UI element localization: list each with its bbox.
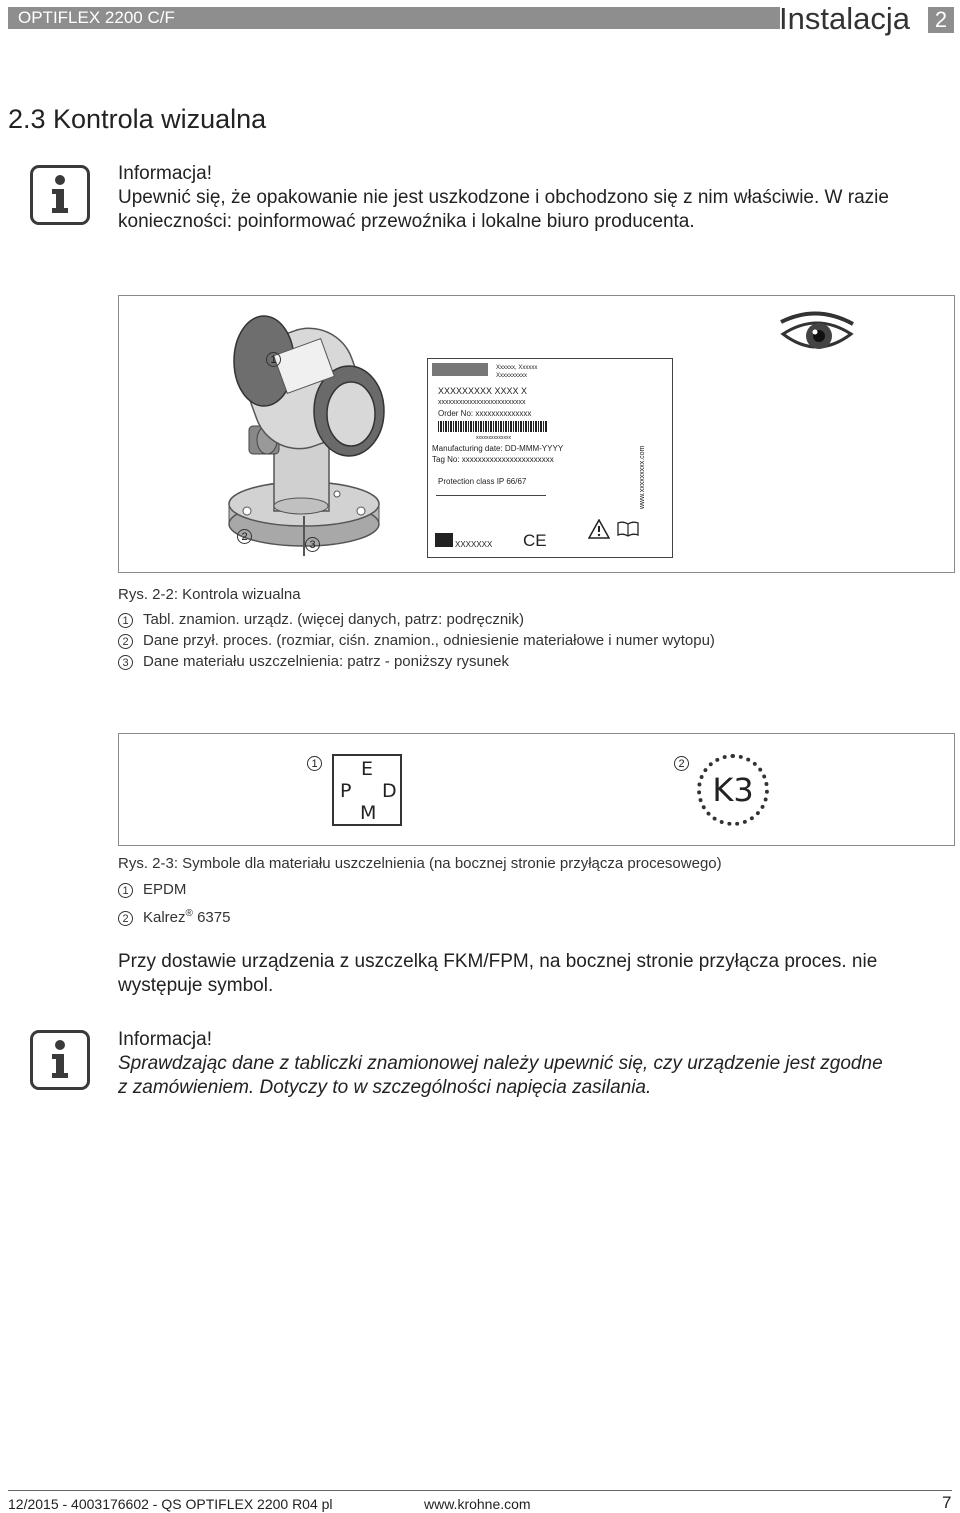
- barcode: [438, 421, 548, 432]
- figure-2-caption: Rys. 2-3: Symbole dla materiału uszczelnienia (na bocznej stronie przyłącza procesowego): [118, 855, 722, 872]
- info-text-line: Upewnić się, że opakowanie nie jest uszkodzone i obchodzono się z nim właściwie. W razie: [118, 187, 889, 208]
- section-heading: 2.3 Kontrola wizualna: [8, 104, 267, 134]
- legend-number: 2: [118, 911, 133, 926]
- info-text-line: z zamówieniem. Dotyczy to w szczególności napięcia zasilania.: [118, 1077, 652, 1098]
- legend-item: [118, 651, 948, 672]
- nameplate-model: XXXXXXXXX XXXX X: [438, 386, 528, 396]
- info-label: Informacja!: [118, 163, 212, 184]
- legend-item: [118, 902, 948, 926]
- nameplate-order: Order No: xxxxxxxxxxxxxx: [438, 409, 532, 418]
- info-box-2: [118, 1028, 938, 1100]
- nameplate-tag: Tag No: xxxxxxxxxxxxxxxxxxxxxxx: [432, 455, 554, 464]
- epdm-letter-left: P: [340, 780, 352, 802]
- header-product-title: OPTIFLEX 2200 C/F: [18, 8, 175, 27]
- figure-seal-symbols: [118, 733, 955, 846]
- eye-icon: [777, 310, 857, 366]
- registered-mark: ®: [185, 908, 193, 919]
- epdm-letter-bottom: M: [360, 802, 377, 824]
- nameplate-protection: Protection class IP 66/67: [438, 477, 527, 486]
- nameplate-mfg-date: Manufacturing date: DD-MMM-YYYY: [432, 444, 564, 453]
- nameplate-web: www.xxxxxxxxx.com: [639, 445, 646, 509]
- epdm-letter-right: D: [382, 780, 397, 802]
- legend-text: Dane przył. proces. (rozmiar, ciśn. znamion., odniesienie materiałowe i numer wytopu): [143, 632, 715, 649]
- legend-item: [118, 609, 948, 630]
- footer-document-id: 12/2015 - 4003176602 - QS OPTIFLEX 2200 R04 pl: [8, 1496, 333, 1512]
- nameplate-maker: XXXXXXX: [455, 540, 493, 549]
- footer-divider: [8, 1490, 952, 1491]
- legend-text: EPDM: [143, 881, 187, 898]
- callout-1: 1: [266, 352, 281, 367]
- legend-text-suffix: 6375: [192, 909, 231, 926]
- epdm-letter-top: E: [361, 758, 374, 780]
- epdm-symbol: [332, 754, 402, 826]
- legend-number: 1: [118, 883, 133, 898]
- info-label: Informacja!: [118, 1029, 212, 1050]
- figure-2-legend: [118, 878, 948, 926]
- header-chapter-number: 2: [928, 7, 954, 33]
- ce-mark: CE: [523, 531, 547, 550]
- nameplate-address: Xxxxxx, Xxxxxx: [496, 365, 538, 371]
- info-icon: [30, 1030, 90, 1090]
- header-section-title: Instalacja: [779, 1, 910, 36]
- legend-number: 3: [118, 655, 133, 670]
- legend-text: Dane materiału uszczelnienia: patrz - poniższy rysunek: [143, 653, 509, 670]
- legend-text: Tabl. znamion. urządz. (więcej danych, patrz: podręcznik): [143, 611, 525, 628]
- legend-number: 1: [118, 613, 133, 628]
- footer-page-number: 7: [942, 1493, 952, 1512]
- callout-2: 2: [237, 529, 252, 544]
- callout-1: 1: [307, 756, 322, 771]
- nameplate-address-2: Xxxxxxxxxx: [496, 373, 528, 379]
- warning-icon: [588, 519, 610, 539]
- nameplate-code: xxxxxxxxxxxxxxxxxxxxxxxxx: [438, 399, 526, 406]
- callout-3: 3: [305, 537, 320, 552]
- manual-icon: [616, 521, 640, 537]
- brand-logo-block: [432, 363, 488, 376]
- info-box-1: [118, 162, 938, 234]
- device-illustration: [219, 306, 419, 566]
- legend-item: [118, 630, 948, 651]
- legend-text: Kalrez: [143, 909, 186, 926]
- manufacturer-icon: [435, 533, 453, 547]
- info-text-line: Sprawdzając dane z tabliczki znamionowej należy upewnić się, czy urządzenie jest zgodne: [118, 1053, 883, 1074]
- nameplate: [427, 358, 673, 558]
- footer-website: www.krohne.com: [424, 1496, 531, 1512]
- legend-item: [118, 878, 948, 902]
- figure-visual-check: [118, 295, 955, 573]
- divider: [436, 495, 546, 496]
- legend-number: 2: [118, 634, 133, 649]
- figure-1-caption: Rys. 2-2: Kontrola wizualna: [118, 586, 301, 603]
- paragraph-fkm: Przy dostawie urządzenia z uszczelką FKM/FPM, na bocznej stronie przyłącza proces. nie występuje symbol.: [118, 951, 878, 996]
- kalrez-symbol: K3: [697, 754, 769, 826]
- figure-1-legend: [118, 609, 948, 672]
- info-text-line: konieczności: poinformować przewoźnika i lokalne biuro producenta.: [118, 211, 695, 232]
- info-icon: [30, 165, 90, 225]
- callout-2: 2: [674, 756, 689, 771]
- barcode-text: xxxxxxxxxxxxxx: [476, 435, 511, 441]
